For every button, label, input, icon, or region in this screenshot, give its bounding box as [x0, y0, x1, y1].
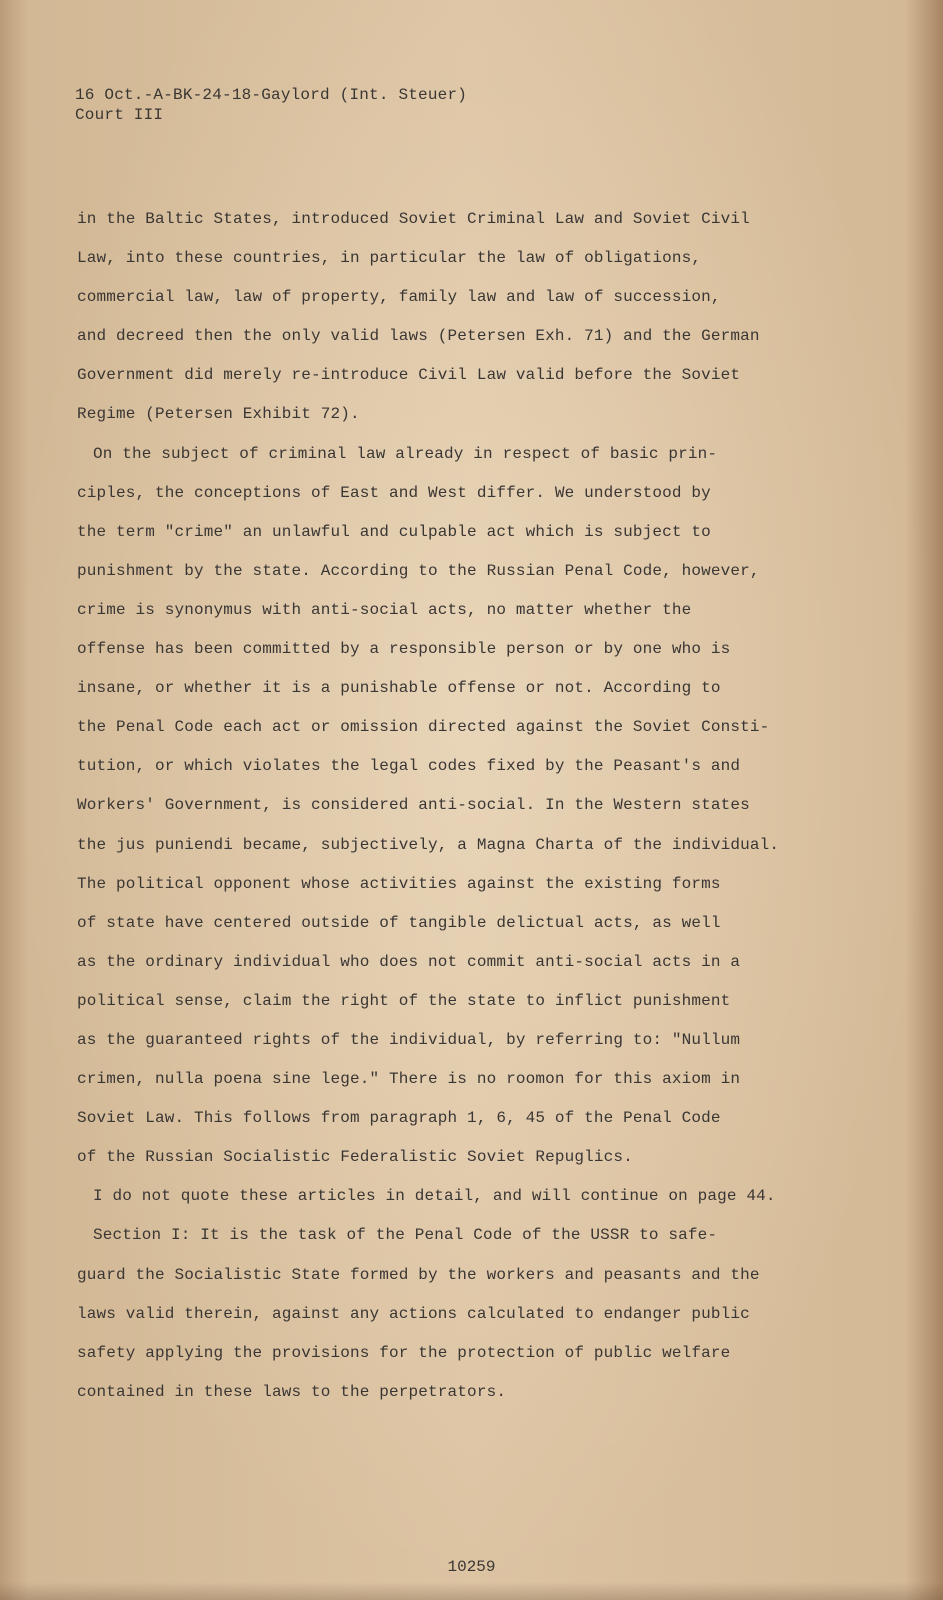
text-line: I do not quote these articles in detail, and will continue on page 44.: [93, 1187, 776, 1206]
text-line: ciples, the conceptions of East and West differ. We understood by: [77, 483, 711, 502]
text-line: the Penal Code each act or omission directed against the Soviet Consti-: [77, 718, 770, 737]
page-number: 10259: [447, 1558, 496, 1576]
text-line: contained in these laws to the perpetrators.: [77, 1382, 507, 1401]
header-session-line: 16 Oct.-A-BK-24-18-Gaylord (Int. Steuer): [75, 86, 468, 104]
text-line: crime is synonymus with anti-social acts, no matter whether the: [77, 600, 692, 619]
text-line: offense has been committed by a responsible person or by one who is: [77, 640, 731, 659]
text-line: Government did merely re-introduce Civil Law valid before the Soviet: [77, 366, 741, 385]
header-court-line: Court III: [75, 106, 164, 124]
text-line: The political opponent whose activities against the existing forms: [77, 874, 721, 893]
text-line: in the Baltic States, introduced Soviet Criminal Law and Soviet Civil: [77, 210, 750, 228]
text-line: laws valid therein, against any actions calculated to endanger public: [77, 1304, 750, 1323]
text-line: Regime (Petersen Exhibit 72).: [77, 405, 360, 424]
text-line: insane, or whether it is a punishable offense or not. According to: [77, 679, 721, 698]
text-line: On the subject of criminal law already in respect of basic prin-: [93, 444, 718, 463]
text-line: the jus puniendi became, subjectively, a Magna Charta of the individual.: [77, 835, 780, 854]
text-line: Workers' Government, is considered anti-social. In the Western states: [77, 796, 750, 815]
text-line: as the guaranteed rights of the individual, by referring to: "Nullum: [77, 1030, 741, 1049]
text-line: as the ordinary individual who does not commit anti-social acts in a: [77, 952, 741, 971]
text-line: of state have centered outside of tangible delictual acts, as well: [77, 913, 721, 932]
text-line: the term "crime" an unlawful and culpable act which is subject to: [77, 522, 711, 541]
text-line: punishment by the state. According to the Russian Penal Code, however,: [77, 561, 760, 580]
text-line: and decreed then the only valid laws (Petersen Exh. 71) and the German: [77, 327, 760, 346]
text-line: Law, into these countries, in particular the law of obligations,: [77, 249, 702, 268]
text-line: safety applying the provisions for the protection of public welfare: [77, 1343, 731, 1362]
text-line: of the Russian Socialistic Federalistic Soviet Repuglics.: [77, 1148, 633, 1167]
text-line: guard the Socialistic State formed by the workers and peasants and the: [77, 1265, 760, 1284]
text-line: tution, or which violates the legal codes fixed by the Peasant's and: [77, 757, 741, 776]
text-line: crimen, nulla poena sine lege." There is no roomon for this axiom in: [77, 1070, 741, 1089]
document-header: [75, 85, 467, 125]
text-line: Section I: It is the task of the Penal Code of the USSR to safe-: [93, 1226, 718, 1245]
transcript-body: [77, 208, 857, 1420]
text-line: commercial law, law of property, family law and law of succession,: [77, 288, 721, 307]
text-line: Soviet Law. This follows from paragraph 1, 6, 45 of the Penal Code: [77, 1109, 721, 1128]
text-line: political sense, claim the right of the state to inflict punishment: [77, 991, 731, 1010]
